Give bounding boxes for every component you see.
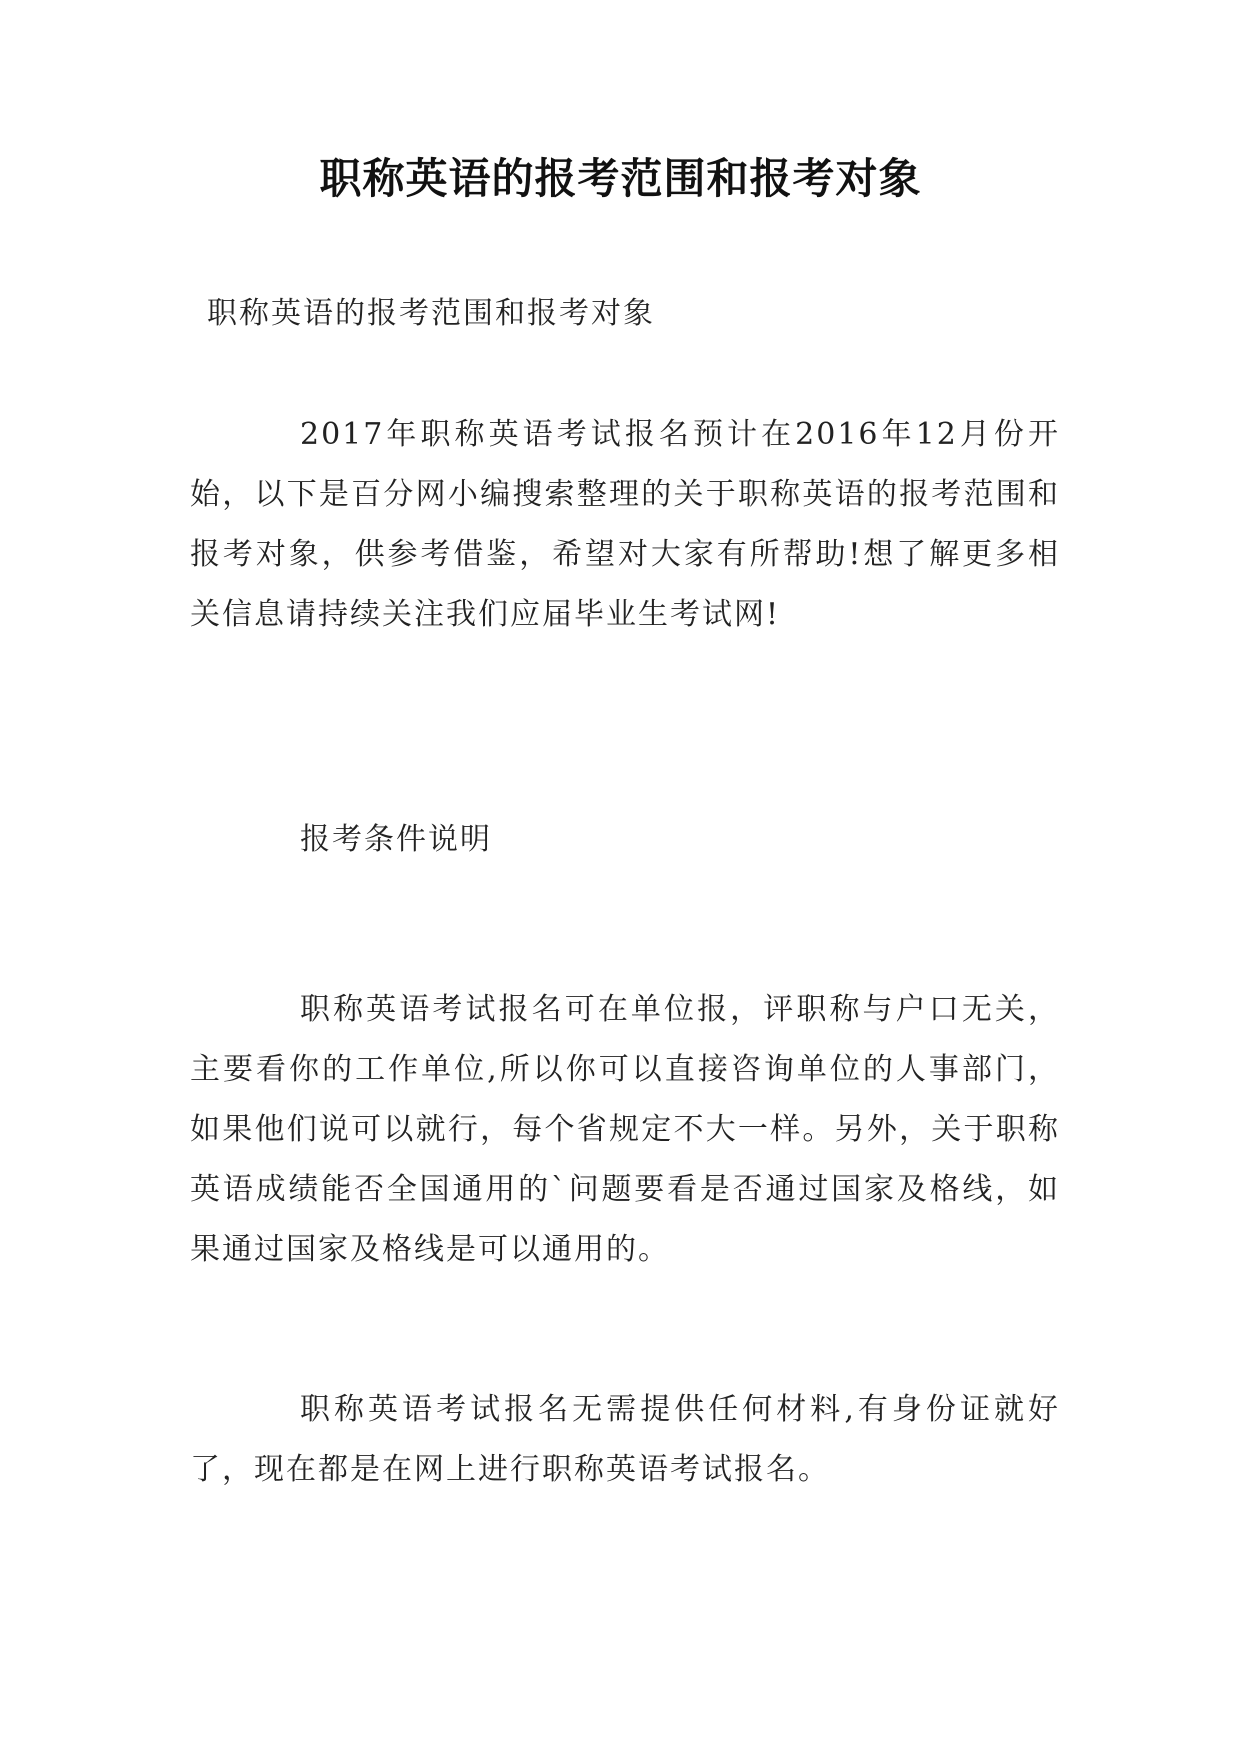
section-heading: 报考条件说明 <box>300 822 492 857</box>
intro-paragraph: 2017年职称英语考试报名预计在2016年12月份开始，以下是百分网小编搜索整理的关于职称英语的报考范围和报考对象，供参考借鉴，希望对大家有所帮助!想了解更多相关信息请持续关注我们应届毕业生考试网! <box>190 417 1060 632</box>
document-title: 职称英语的报考范围和报考对象 <box>319 154 922 203</box>
materials-paragraph: 职称英语考试报名无需提供任何材料,有身份证就好了，现在都是在网上进行职称英语考试报名。 <box>190 1392 1060 1487</box>
document-subtitle: 职称英语的报考范围和报考对象 <box>207 296 655 331</box>
conditions-paragraph: 职称英语考试报名可在单位报，评职称与户口无关，主要看你的工作单位,所以你可以直接咨询单位的人事部门，如果他们说可以就行，每个省规定不大一样。另外，关于职称英语成绩能否全国通用的`问题要看是否通过国家及格线，如果通过国家及格线是可以通用的。 <box>190 992 1060 1267</box>
